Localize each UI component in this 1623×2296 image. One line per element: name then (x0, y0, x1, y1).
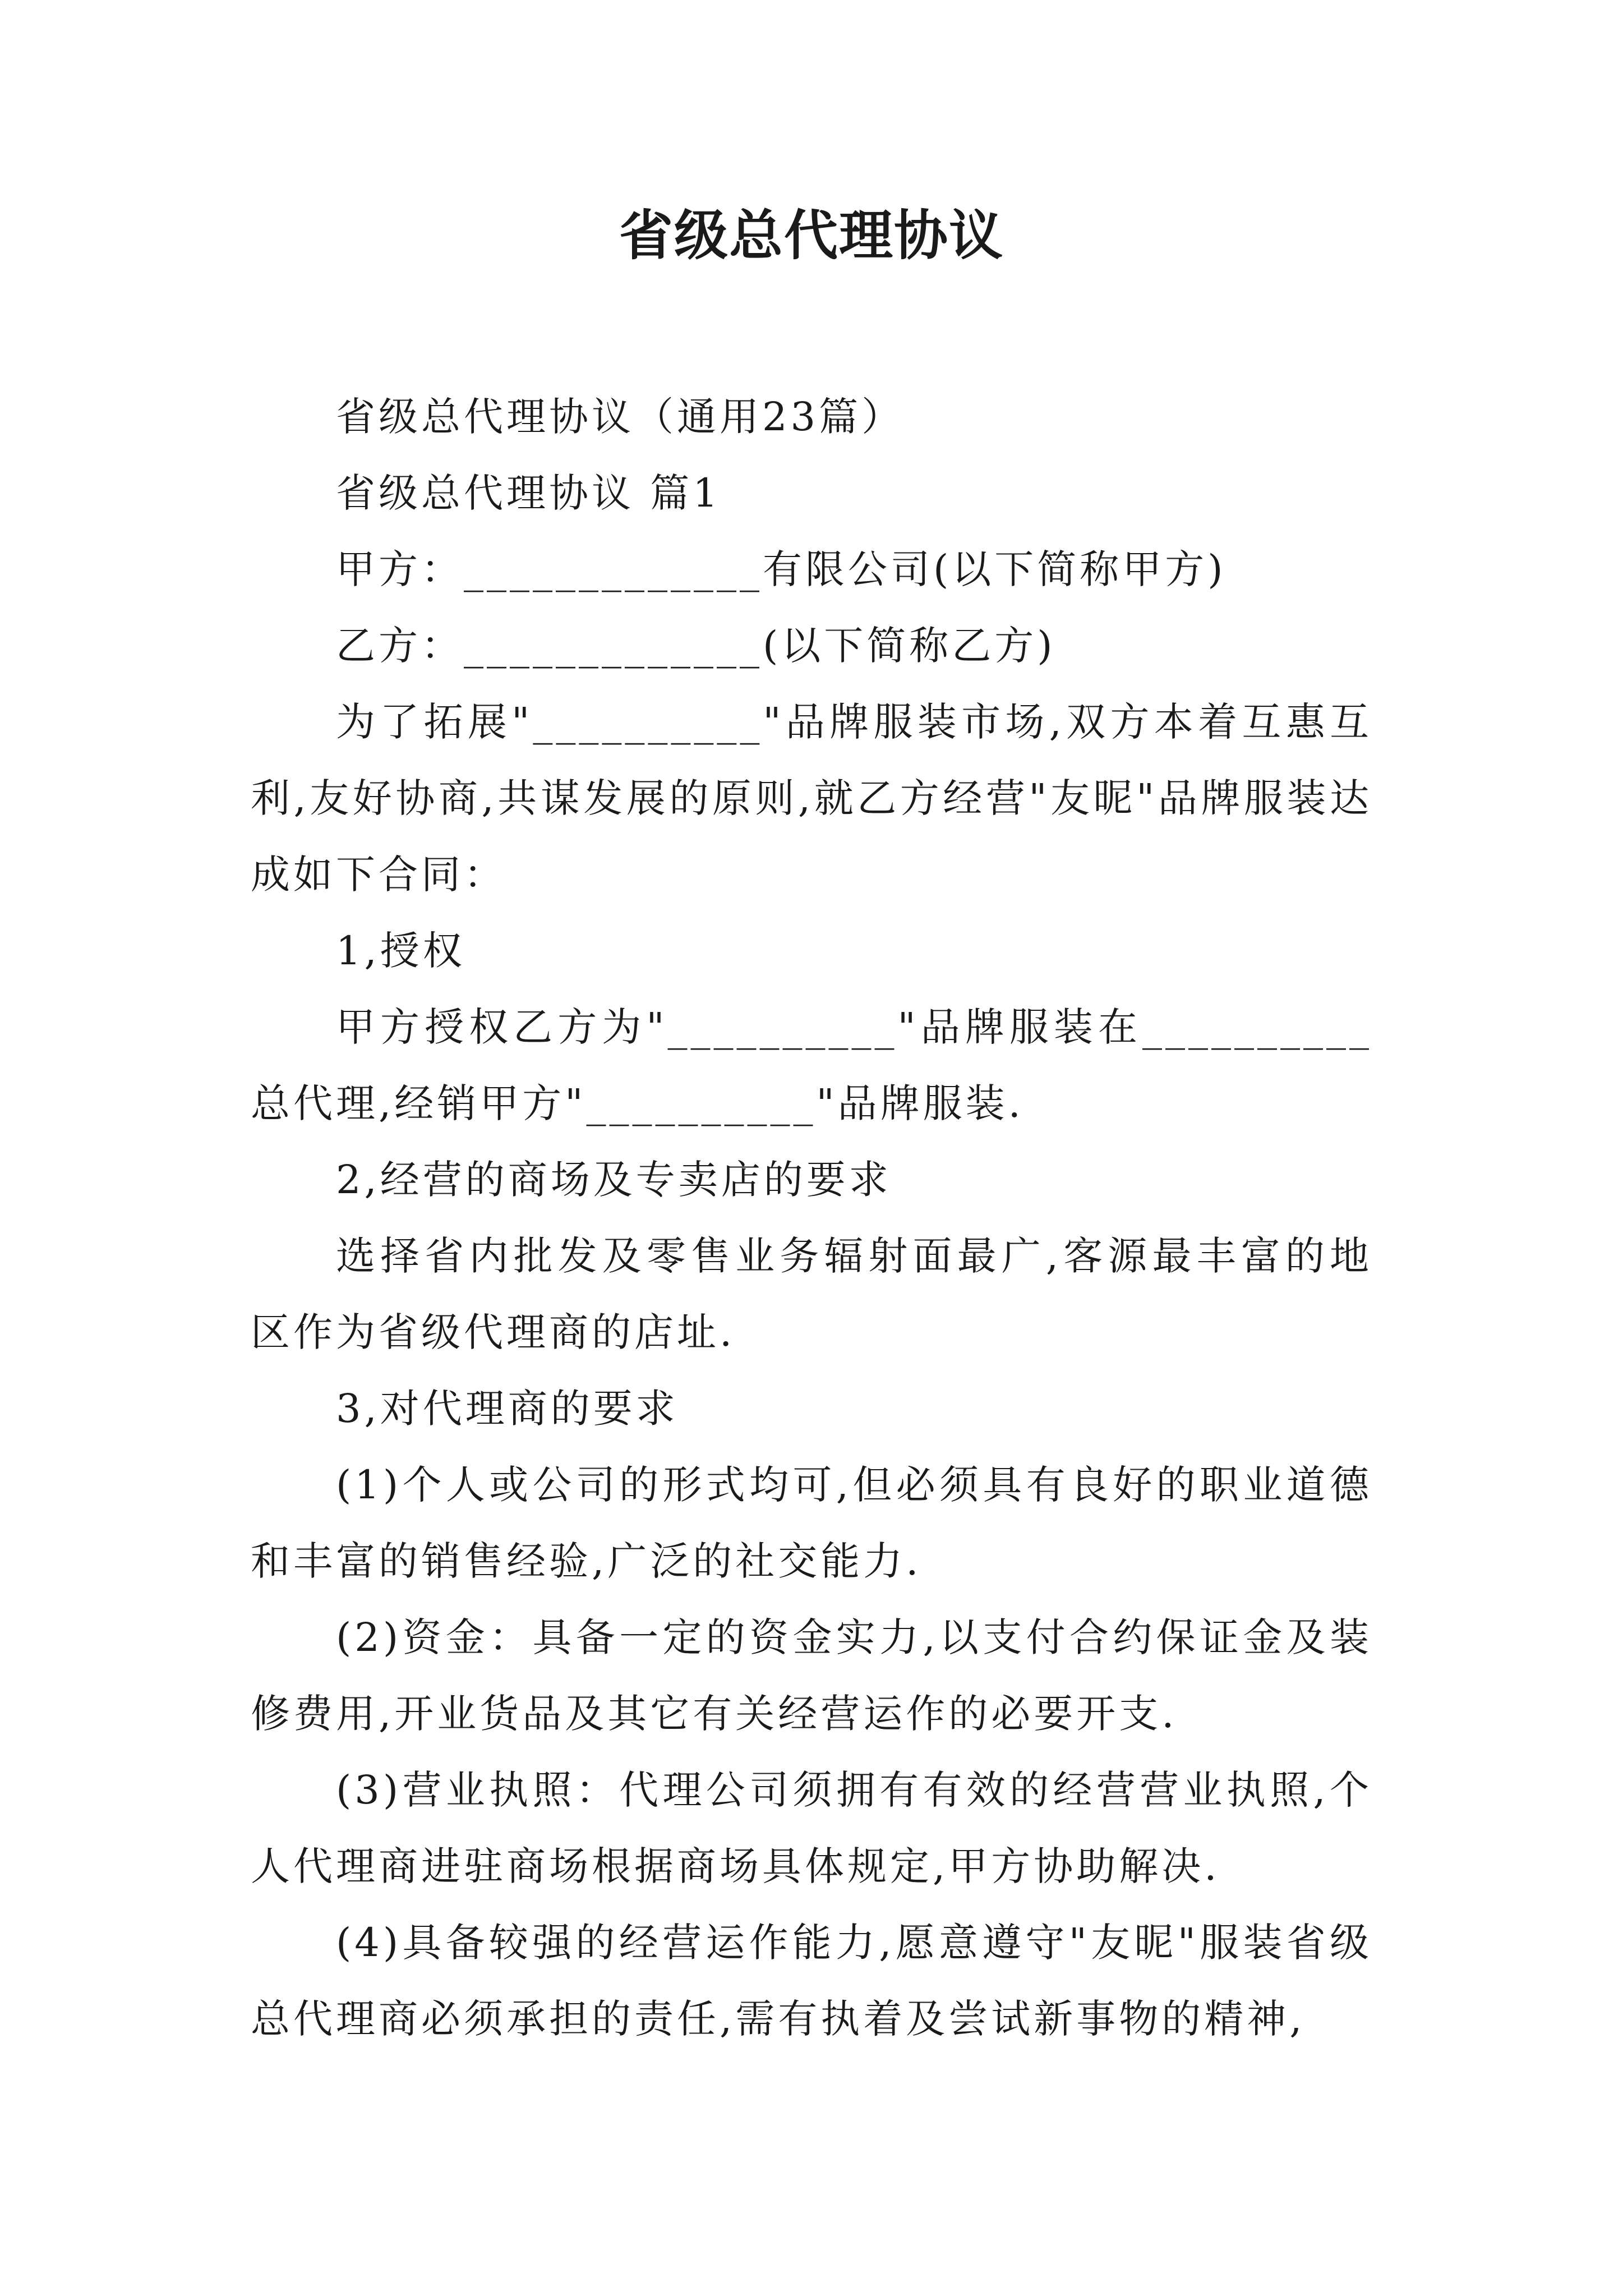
paragraph-preamble: 为了拓展"__________"品牌服装市场,双方本着互惠互利,友好协商,共谋发展的原则,就乙方经营"友昵"品牌服装达成如下合同： (251, 699, 1372, 898)
document-title: 省级总代理协议 (619, 204, 1004, 267)
paragraph-clause-1-heading: 1,授权 (336, 928, 465, 974)
paragraph-clause-3-item-1: (1)个人或公司的形式均可,但必须具有良好的职业道德和丰富的销售经验,广泛的社交能力. (251, 1462, 1372, 1584)
paragraph-clause-2-body: 选择省内批发及零售业务辐射面最广,客源最丰富的地区作为省级代理商的店址. (251, 1233, 1372, 1355)
paragraph-subtitle: 省级总代理协议（通用23篇） (336, 394, 905, 440)
paragraph-clause-3-heading: 3,对代理商的要求 (336, 1386, 679, 1432)
document-body (251, 379, 1372, 2057)
paragraph-section-heading: 省级总代理协议 篇1 (336, 470, 721, 516)
paragraph-party-b: 乙方：_____________(以下简称乙方) (336, 623, 1056, 669)
paragraph-party-a: 甲方：_____________有限公司(以下简称甲方) (336, 546, 1227, 592)
paragraph-clause-3-item-2: (2)资金：具备一定的资金实力,以支付合约保证金及装修费用,开业货品及其它有关经营运作的必要开支. (251, 1614, 1372, 1737)
paragraph-clause-1-body: 甲方授权乙方为"__________"品牌服装在__________总代理,经销甲方"__________"品牌服装. (251, 1004, 1372, 1126)
paragraph-clause-3-item-3: (3)营业执照：代理公司须拥有有效的经营营业执照,个人代理商进驻商场根据商场具体规定,甲方协助解决. (251, 1767, 1372, 1889)
paragraph-clause-3-item-4: (4)具备较强的经营运作能力,愿意遵守"友昵"服装省级总代理商必须承担的责任,需有执着及尝试新事物的精神, (251, 1920, 1372, 2042)
paragraph-clause-2-heading: 2,经营的商场及专卖店的要求 (336, 1157, 892, 1203)
